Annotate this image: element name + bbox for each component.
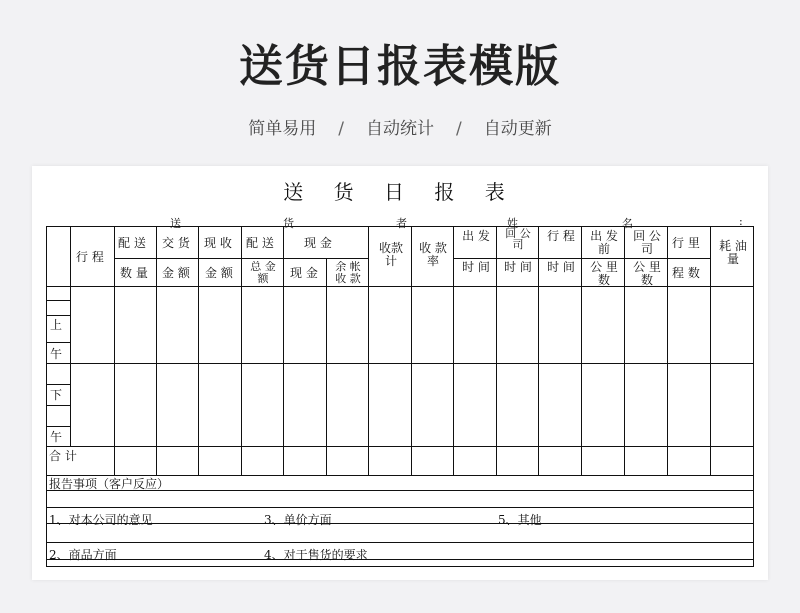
report-sheet	[32, 166, 768, 580]
header-cash-received-bottom: 金 额	[205, 266, 233, 280]
header-departure-bottom: 时 间	[462, 261, 490, 274]
header-odo-return-top: 回 公 司	[633, 229, 661, 256]
info-label: 者	[396, 217, 407, 230]
report-item-4: 4、对于售货的要求	[264, 548, 368, 562]
period-morning-1: 上	[50, 318, 63, 332]
report-item-2: 2、商品方面	[49, 548, 117, 562]
header-distance-top: 行 里	[672, 236, 700, 250]
period-morning-2: 午	[50, 347, 63, 361]
header-cash-bottom-cash: 现 金	[290, 266, 318, 280]
header-handover-bottom: 金 额	[162, 266, 190, 280]
header-collected: 收款计	[378, 241, 403, 268]
header-cash-bottom-balance: 余 帐 收 款	[335, 261, 361, 285]
info-label: :	[739, 215, 743, 228]
tag-separator: /	[456, 119, 462, 139]
header-delivery-qty-top: 配 送	[118, 236, 146, 250]
page-title: 送货日报表模版	[239, 41, 561, 92]
report-item-3: 3、单价方面	[264, 513, 332, 527]
header-delivery-total-bottom: 总 金 额	[250, 261, 276, 285]
period-afternoon-2: 午	[50, 430, 63, 444]
tag-easy: 简单易用	[248, 119, 317, 139]
report-label: 报告事项（客户反应）	[49, 477, 170, 491]
header-trip: 行 程	[76, 250, 104, 264]
tag-auto-update: 自动更新	[483, 119, 552, 139]
header-collect-rate: 收 款 率	[419, 241, 447, 268]
header-handover-top: 交 货	[162, 236, 190, 250]
info-label: 姓	[507, 217, 518, 230]
sheet-title: 送 货 日 报 表	[283, 180, 517, 204]
info-label: 送	[170, 217, 181, 230]
header-distance-bottom: 程 数	[672, 266, 700, 280]
total-label: 合 计	[49, 449, 77, 463]
header-cash-received-top: 现 收	[204, 236, 232, 250]
info-label: 名	[622, 217, 633, 230]
feature-tags	[0, 114, 800, 139]
header-return-top: 回 公 司	[505, 227, 531, 251]
info-label: 货	[283, 217, 294, 230]
header-odo-return-bottom: 公 里 数	[633, 261, 661, 286]
header-travel-bottom: 时 间	[547, 261, 575, 274]
header-odo-before-top: 出 发 前	[590, 229, 618, 256]
header-delivery-total-top: 配 送	[246, 236, 274, 250]
report-item-5: 5、其他	[498, 513, 542, 527]
header-return-bottom: 时 间	[504, 261, 532, 274]
period-afternoon-1: 下	[50, 388, 63, 402]
header-travel-top: 行 程	[547, 229, 575, 243]
report-item-1: 1、对本公司的意见	[49, 513, 153, 527]
tag-separator: /	[338, 119, 344, 139]
header-delivery-qty-bottom: 数 量	[120, 266, 148, 280]
header-fuel: 耗 油 量	[719, 239, 747, 266]
header-departure-top: 出 发	[462, 229, 490, 243]
header-odo-before-bottom: 公 里 数	[590, 261, 618, 286]
tag-auto-stats: 自动统计	[366, 119, 434, 139]
header-cash-top: 现 金	[304, 236, 332, 250]
